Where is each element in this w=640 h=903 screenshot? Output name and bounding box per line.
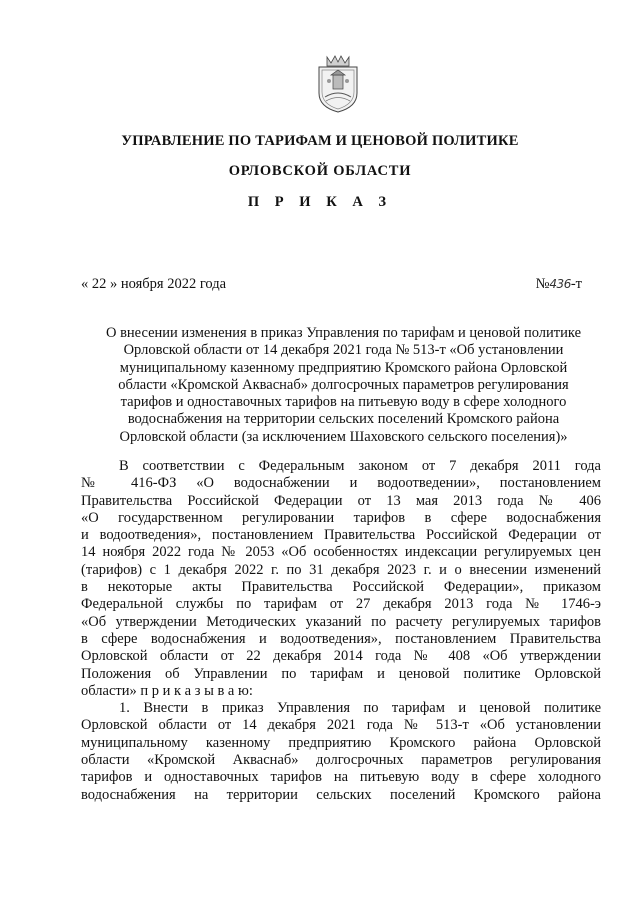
body-line: Федеральной службы по тарифам от 27 декабря 2013 года № 1746-э xyxy=(81,596,601,613)
body-line: В соответствии с Федеральным законом от 7 декабря 2011 года xyxy=(119,458,601,474)
order-verb: п р и к а з ы в а ю: xyxy=(140,682,253,699)
body-line: водоснабжения на территории сельских поселений Кромского района xyxy=(81,786,601,803)
body-line: «О государственном регулировании тарифов в сфере водоснабжения xyxy=(81,509,601,526)
document-type-title: П Р И К А З xyxy=(247,194,393,210)
body-line: в сфере водоснабжения и водоотведения», постановлением Правительства xyxy=(81,630,601,647)
document-number xyxy=(536,276,582,293)
number-suffix: -т xyxy=(570,276,582,292)
subject-line: Орловской области (за исключением Шаховского сельского поселения)» xyxy=(119,428,568,445)
body-line: «Об утверждении Методических указаний по расчету регулируемых тарифов xyxy=(81,613,601,630)
body-line: № 416-ФЗ «О водоснабжении и водоотведении», постановлением xyxy=(81,475,601,492)
body-line: Положения об Управлении по тарифам и ценовой политике Орловской xyxy=(81,665,601,682)
body-line: Правительства Российской Федерации от 13 мая 2013 года № 406 xyxy=(81,492,601,509)
subject-line: муниципальному казенному предприятию Кромского района Орловской xyxy=(119,359,568,376)
body-line: 1. Внести в приказ Управления по тарифам и ценовой политике xyxy=(119,700,601,717)
subject-line: Орловской области от 14 декабря 2021 года № 513-т «Об установлении xyxy=(123,342,564,359)
body-line-end: области» xyxy=(81,682,137,699)
agency-title-line2: ОРЛОВСКОЙ ОБЛАСТИ xyxy=(228,163,412,179)
subject-line: водоснабжения на территории сельских поселений Кромского района xyxy=(127,411,560,428)
body-line: и водоотведения», постановлением Правительства Российской Федерации от xyxy=(81,527,601,544)
number-prefix: № xyxy=(535,276,550,292)
handwritten-number: 436 xyxy=(549,277,571,291)
document-body xyxy=(81,458,601,804)
document-date: « 22 » ноября 2022 года xyxy=(81,276,227,292)
body-line: области «Кромской Акваснаб» долгосрочных параметров регулирования xyxy=(81,752,601,769)
body-line: в некоторые акты Правительства Российской Федерации», приказом xyxy=(81,579,601,596)
subject-line: О внесении изменения в приказ Управления по тарифам и ценовой политике xyxy=(105,325,582,341)
body-line xyxy=(81,683,601,700)
body-line: (тарифов) с 1 декабря 2022 г. по 31 декабря 2023 г. и о внесении изменений xyxy=(81,561,601,578)
subject-line: области «Кромской Акваснаб» долгосрочных параметров регулирования xyxy=(118,376,569,393)
subject-line: тарифов и одноставочных тарифов на питьевую воду в сфере холодного xyxy=(120,394,567,411)
body-line: тарифов и одноставочных тарифов на питьевую воду в сфере холодного xyxy=(81,769,601,786)
body-line: муниципальному казенному предприятию Кромского района Орловской xyxy=(81,734,601,751)
body-line: Орловской области от 22 декабря 2014 года № 408 «Об утверждении xyxy=(81,648,601,665)
body-line: Орловской области от 14 декабря 2021 года № 513-т «Об установлении xyxy=(81,717,601,734)
body-line: 14 ноября 2022 года № 2053 «Об особенностях индексации регулируемых цен xyxy=(81,544,601,561)
agency-title-line1: УПРАВЛЕНИЕ ПО ТАРИФАМ И ЦЕНОВОЙ ПОЛИТИКЕ xyxy=(121,133,519,149)
document-subject xyxy=(86,325,601,446)
coat-of-arms-icon xyxy=(313,53,363,113)
